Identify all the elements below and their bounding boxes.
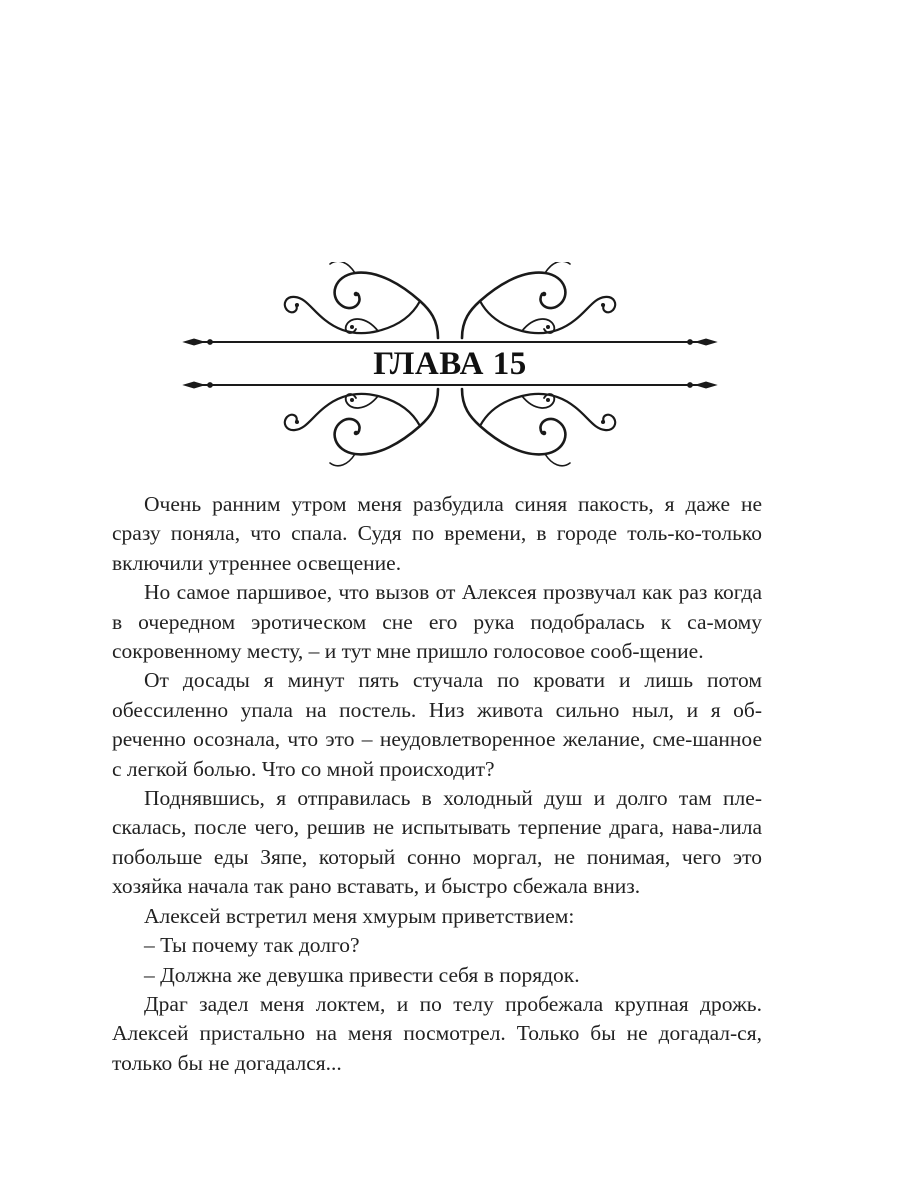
paragraph: Алексей встретил меня хмурым приветствием: — [144, 903, 575, 928]
paragraph: Очень ранним утром меня разбудила синяя пакость, я даже не сразу поняла, что спала. Судя по времени, в городе толь-ко-только включили утреннее освещение. — [112, 492, 762, 575]
paragraph: Драг задел меня локтем, и по телу пробежала крупная дрожь. Алексей пристально на меня посмотрел. Только бы не догадал-ся, только бы не догадался... — [112, 991, 762, 1075]
dialogue-line: – Ты почему так долго? — [144, 933, 360, 958]
chapter-title: ГЛАВА 15 — [373, 346, 527, 382]
paragraph: Но самое паршивое, что вызов от Алексея прозвучал как раз когда в очередном эротическом сне его рука подобралась к са-мому сокровенному месту, – и тут мне пришло голосовое сооб-щение. — [112, 580, 762, 664]
paragraph: Поднявшись, я отправилась в холодный душ и долго там пле-скалась, после чего, решив не испытывать терпение драга, нава-лила побольше еды Зяпе, который сонно моргал, не понимая, чего это хозяйка начала так рано вставать, и быстро сбежала вниз. — [112, 786, 762, 899]
paragraph: От досады я минут пять стучала по кровати и лишь потом обессиленно упала на постель. Низ живота сильно ныл, и я об-реченно осознала, что это – неудовлетворенное желание, сме-шанное с легкой болью. Что со мной происходит? — [112, 668, 762, 781]
dialogue-line: – Должна же девушка привести себя в порядок. — [144, 962, 580, 987]
chapter-body — [112, 490, 762, 1078]
